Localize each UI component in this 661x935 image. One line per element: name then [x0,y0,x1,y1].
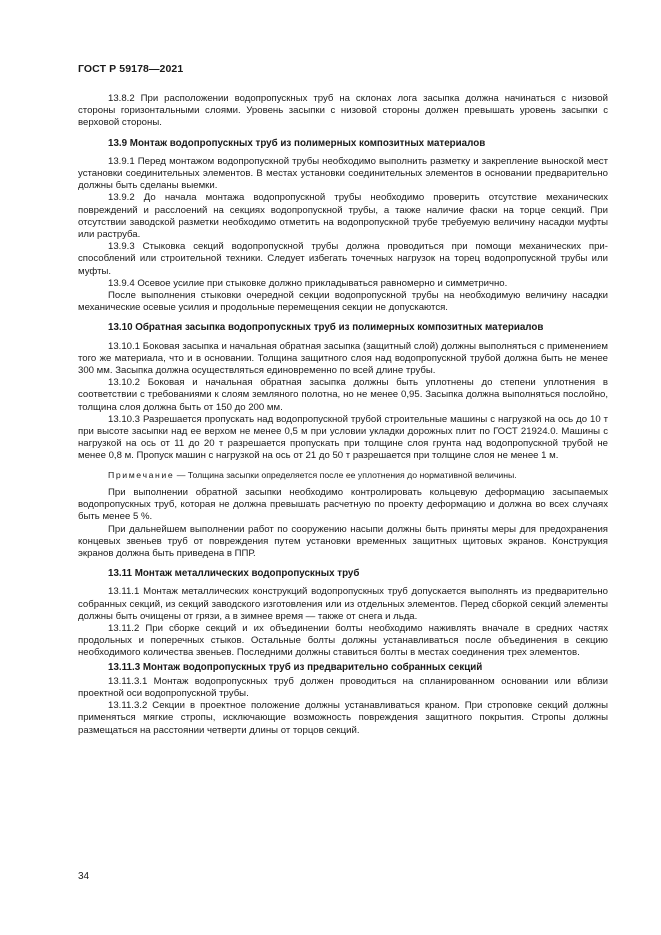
paragraph-13-9-2: 13.9.2 До начала монтажа водопропускной трубы необходимо проверить отсутствие механических повреждений и расслоений на секциях водопропускной трубы, а также наличие фаски на торце секций. При отсутствии заводской разметки необходимо отметить на водопропускной трубе требуемую величину насадки муфты или раструба. [78,192,608,241]
paragraph-13-11-3-1: 13.11.3.1 Монтаж водопропускных труб должен проводиться на спланированном основании или вблизи проектной оси водопропускной трубы. [78,675,608,699]
paragraph-13-11-2: 13.11.2 При сборке секций и их объединении болты необходимо наживлять вначале в средних частях продольных и поперечных стыков. Остальные болты должны устанавливаться после объединения в секцию необходимого количества звеньев. Последними должны ставиться болты в местах соединения трех элементов. [78,622,608,659]
paragraph-13-10-3: 13.10.3 Разрешается пропускать над водопропускной трубой строительные машины с нагрузкой на ось до 10 т при высоте засыпки над ее верхом не менее 0,5 м при условии укладки дорожных плит по ГОСТ 21924.0. Машины с нагрузкой на ось от 11 до 20 т разрешается пропускать при толщине слоя грунта над водопропускной трубой не менее 0,8 м. Пропуск машин с нагрузкой на ось от 21 до 50 т разрешается при толщине слоя не менее 1 м. [78,413,608,462]
paragraph-13-11-3-2: 13.11.3.2 Секции в проектное положение должны устанавливаться краном. При строповке секций должны применяться мягкие стропы, исключающие возможность повреждения защитного покрытия. Стропы должны размещаться на расстоянии четверти длины от торцов секций. [78,700,608,736]
section-heading-13-11: 13.11 Монтаж металлических водопропускных труб [108,568,360,580]
subsection-heading-13-11-3: 13.11.3 Монтаж водопропускных труб из предварительно собранных секций [108,661,483,673]
paragraph-13-9-3: 13.9.3 Стыковка секций водопропускной трубы должна проводиться при помощи механических приспособлений или строительной техники. Следует избегать точечных нагрузок на торец водопропускной трубы или муфты. [78,241,608,277]
section-heading-13-10: 13.10 Обратная засыпка водопропускных труб из полимерных композитных материалов [108,322,544,334]
note-label: Примечание [108,469,175,480]
note [78,469,608,481]
page-number: 34 [78,871,90,882]
paragraph-13-10-1: 13.10.1 Боковая засыпка и начальная обратная засыпка (защитный слой) должны выполняться с применением того же материала, что и в основании. Толщина защитного слоя над водопропускной трубой должна быть не менее 300 мм. Засыпка должна осуществляться единовременно по всей длине трубы. [78,340,608,377]
paragraph-13-9-4-continued: После выполнения стыковки очередной секции водопропускной трубы на необходимую величину насадки механические осевые усилия и продольные перемещения секции не допускаются. [78,290,608,314]
standard-header: ГОСТ Р 59178—2021 [78,63,184,75]
paragraph-13-9-4: 13.9.4 Осевое усилие при стыковке должно прикладываться равномерно и симметрично. [108,277,508,289]
note-text: — Толщина засыпки определяется после ее уплотнения до нормативной величины. [174,469,517,480]
paragraph-13-8-2: 13.8.2 При расположении водопропускных труб на склонах лога засыпка должна начинаться с низовой стороны горизонтальными слоями. Уровень засыпки с низовой стороны должен превышать уровень засыпки с верховой стороны. [78,93,608,129]
paragraph-backfill-screens: При дальнейшем выполнении работ по сооружению насыпи должны быть приняты меры для предохранения концевых звеньев труб от повреждения путем установки временных защитных щитовых экранов. Конструкция экранов должна быть приведена в ППР. [78,523,608,559]
paragraph-backfill-control: При выполнении обратной засыпки необходимо контролировать кольцевую деформацию засыпаемых водопропускных труб, которая не должна превышать расчетную по проекту деформацию и должна во всех случаях быть менее 5 %. [78,486,608,523]
document-body [78,93,608,737]
paragraph-13-9-1: 13.9.1 Перед монтажом водопропускной трубы необходимо выполнить разметку и закрепление выноской мест установки соединительных элементов. В местах установки соединительных элементов в основании предварительно должны быть сделаны выемки. [78,155,608,192]
paragraph-13-10-2: 13.10.2 Боковая и начальная обратная засыпка должны быть уплотнены до степени уплотнения в соответствии с требованиями к слоям земляного полотна, но не менее 0,95. Засыпка должна выполняться послойно, толщина слоя должна быть от 150 до 200 мм. [78,377,608,413]
section-heading-13-9: 13.9 Монтаж водопропускных труб из полимерных композитных материалов [108,137,486,149]
paragraph-13-11-1: 13.11.1 Монтаж металлических конструкций водопропускных труб допускается выполнять из предварительно собранных секций, из секций заводского изготовления или из отдельных элементов. Перед сборкой секций элементы должны быть очищены от грязи, а в зимнее время — также от снега и льда. [78,586,608,622]
